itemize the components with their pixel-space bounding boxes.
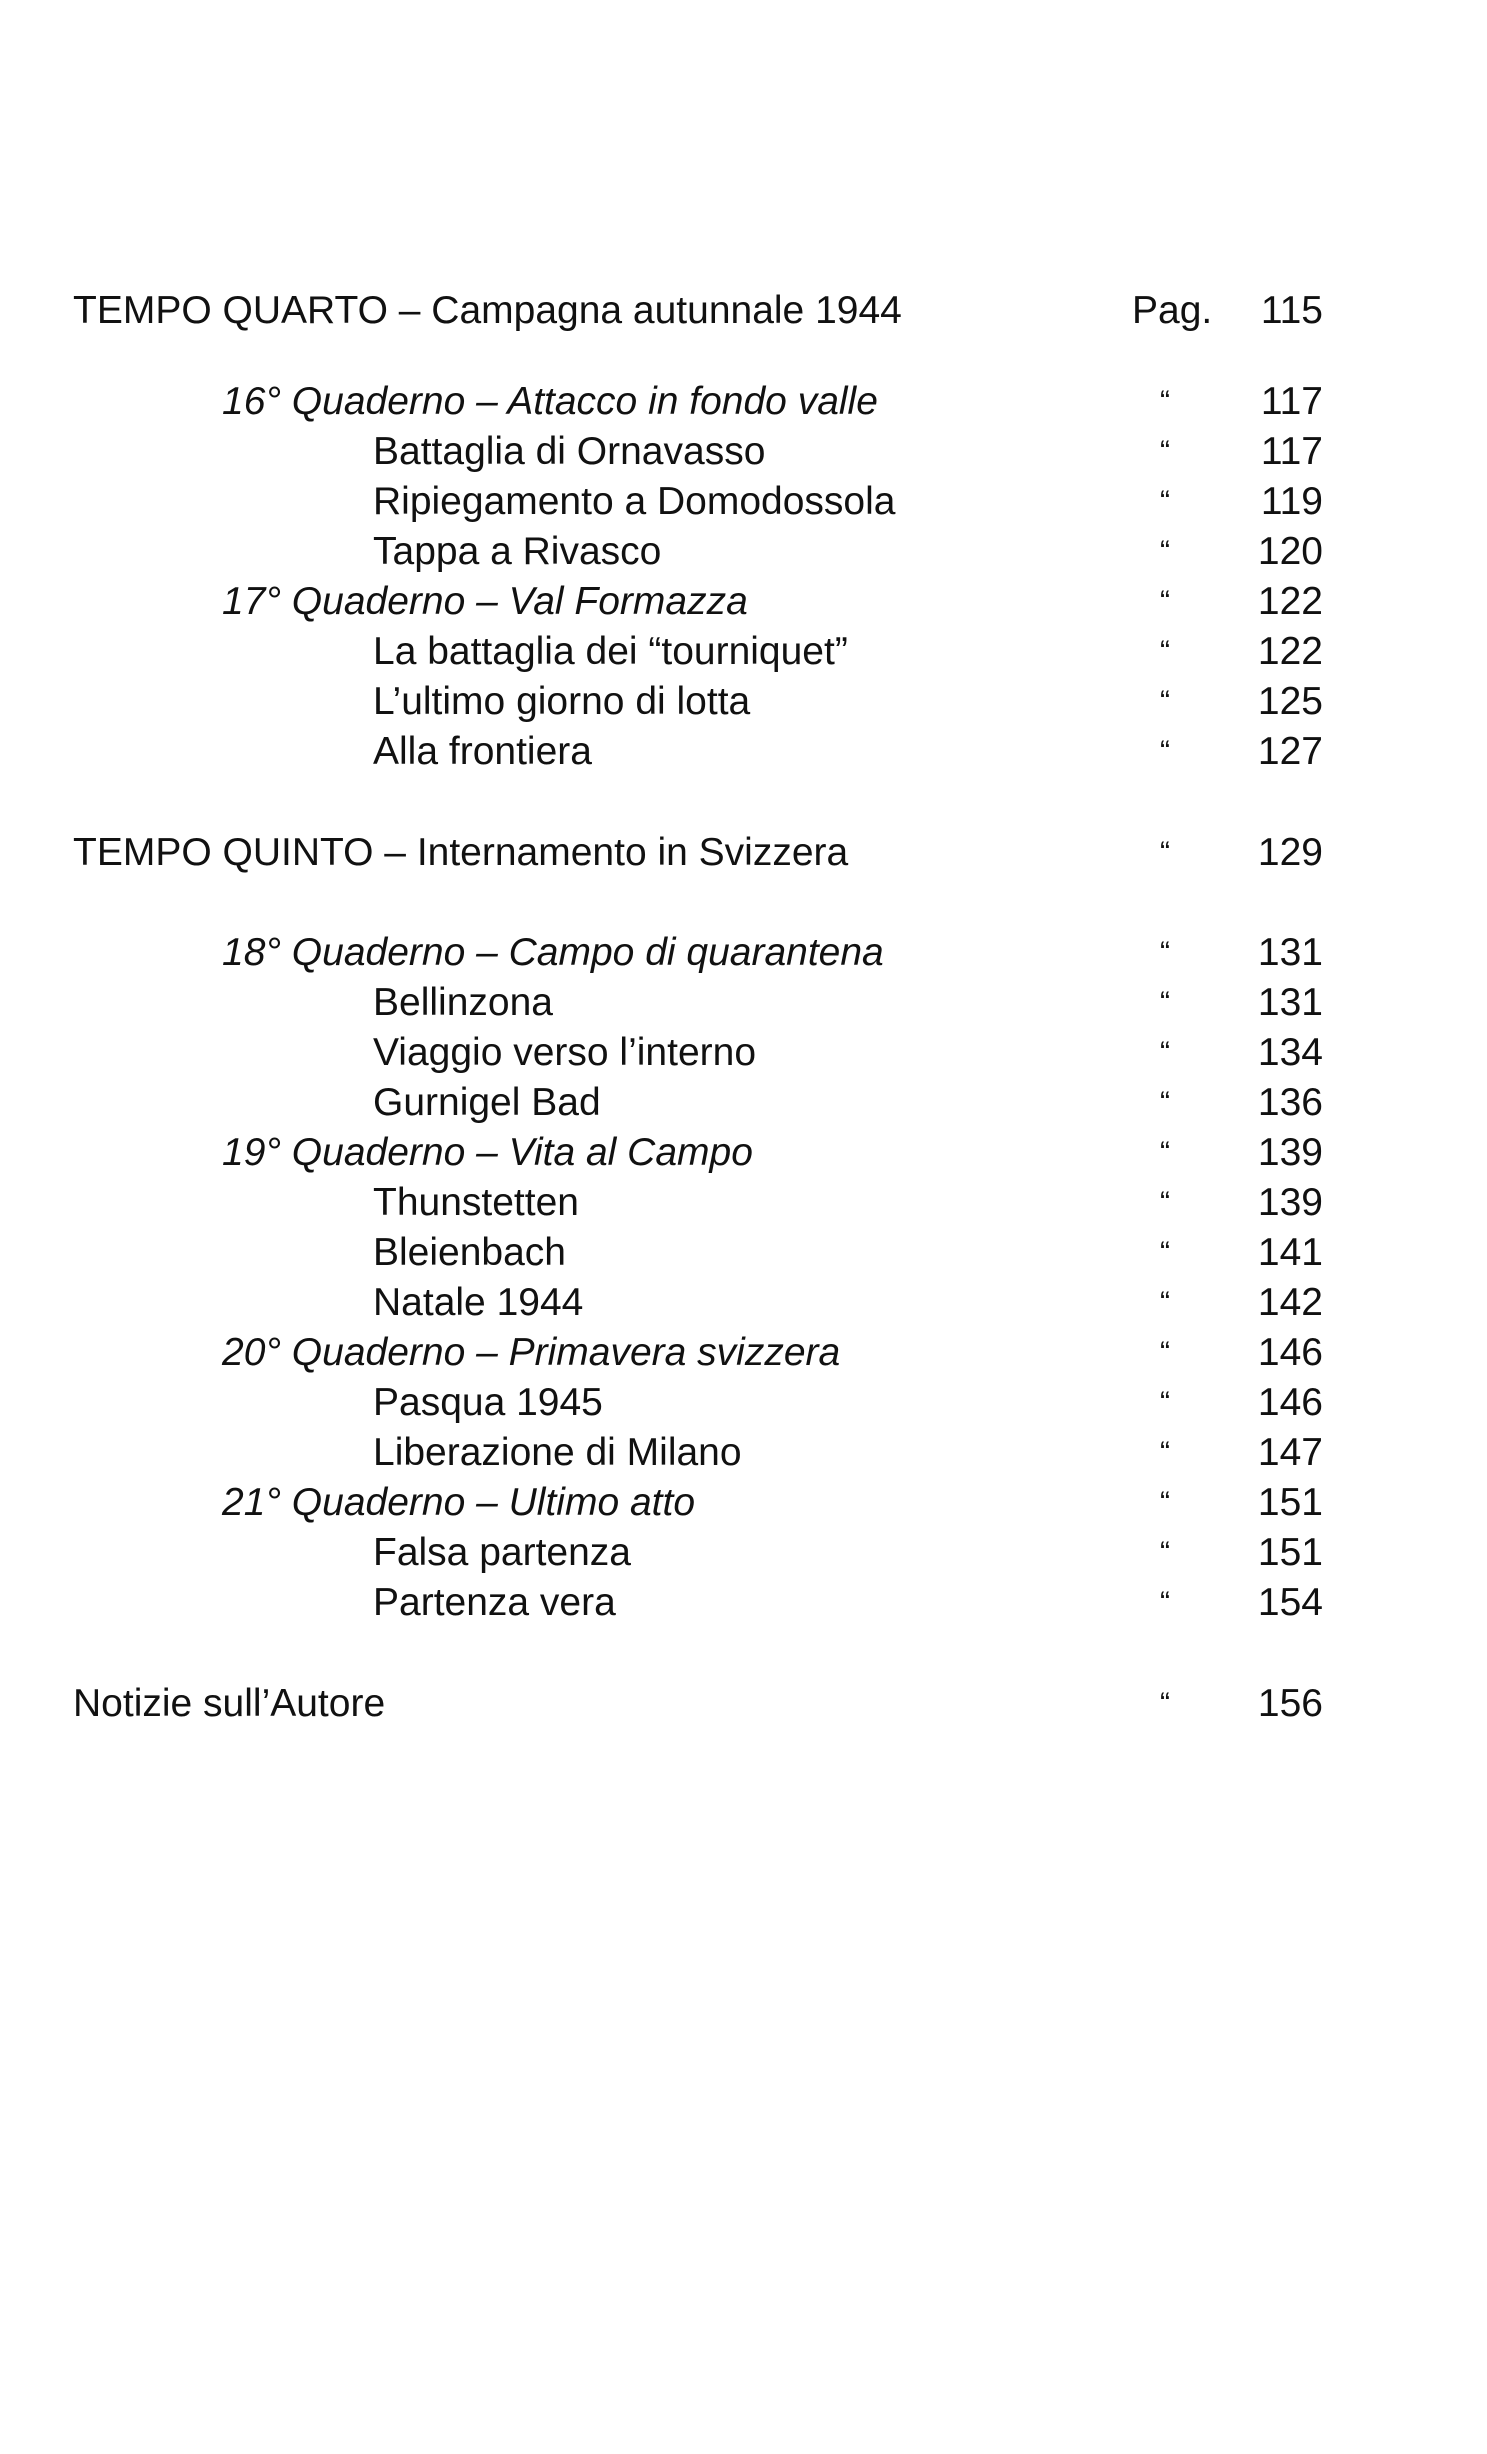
- toc-entry-page: 146: [1257, 1331, 1323, 1374]
- toc-ditto-mark: “: [1160, 1386, 1170, 1419]
- toc-entry-3: [0, 477, 1487, 527]
- toc-entry-page: 134: [1257, 1031, 1323, 1074]
- toc-entry-title: Partenza vera: [373, 1581, 616, 1624]
- toc-ditto-mark: “: [1160, 435, 1170, 468]
- toc-entry-title: 16° Quaderno – Attacco in fondo valle: [222, 380, 878, 423]
- toc-entry-title: Gurnigel Bad: [373, 1081, 601, 1124]
- toc-entry-page: 142: [1257, 1281, 1323, 1324]
- toc-entry-page: 122: [1257, 630, 1323, 673]
- toc-ditto-mark: “: [1160, 1036, 1170, 1069]
- toc-entry-title: Liberazione di Milano: [373, 1431, 742, 1474]
- toc-entry-23: [0, 1578, 1487, 1628]
- toc-entry-page: 119: [1260, 480, 1323, 523]
- toc-ditto-mark: “: [1160, 1436, 1170, 1469]
- toc-entry-title: Tappa a Rivasco: [373, 530, 662, 573]
- toc-entry-19: [0, 1378, 1487, 1428]
- toc-entry-9: [0, 828, 1487, 878]
- toc-ditto-mark: “: [1160, 685, 1170, 718]
- toc-entry-title: TEMPO QUARTO – Campagna autunnale 1944: [73, 289, 902, 332]
- toc-ditto-mark: “: [1160, 1687, 1170, 1720]
- toc-entry-title: Battaglia di Ornavasso: [373, 430, 766, 473]
- toc-entry-17: [0, 1278, 1487, 1328]
- toc-entry-title: Notizie sull’Autore: [73, 1682, 386, 1725]
- toc-entry-title: 17° Quaderno – Val Formazza: [222, 580, 748, 623]
- toc-entry-4: [0, 527, 1487, 577]
- toc-entry-1: [0, 377, 1487, 427]
- toc-entry-title: 18° Quaderno – Campo di quarantena: [222, 931, 884, 974]
- toc-entry-title: Natale 1944: [373, 1281, 584, 1324]
- toc-entry-title: Thunstetten: [373, 1181, 579, 1224]
- toc-ditto-mark: “: [1160, 936, 1170, 969]
- toc-entry-page: 131: [1257, 981, 1323, 1024]
- toc-entry-page: 131: [1257, 931, 1323, 974]
- toc-entry-5: [0, 577, 1487, 627]
- toc-ditto-mark: “: [1160, 836, 1170, 869]
- toc-entry-22: [0, 1528, 1487, 1578]
- toc-entry-page: 136: [1257, 1081, 1323, 1124]
- toc-entry-11: [0, 978, 1487, 1028]
- toc-ditto-mark: “: [1160, 585, 1170, 618]
- toc-entry-12: [0, 1028, 1487, 1078]
- toc-entry-18: [0, 1328, 1487, 1378]
- toc-entry-page: 139: [1257, 1131, 1323, 1174]
- toc-ditto-mark: “: [1160, 1086, 1170, 1119]
- toc-entry-page: 115: [1260, 289, 1323, 332]
- toc-entry-page: 151: [1257, 1531, 1323, 1574]
- toc-entry-page: 141: [1257, 1231, 1323, 1274]
- toc-entry-13: [0, 1078, 1487, 1128]
- toc-ditto-mark: “: [1160, 385, 1170, 418]
- toc-ditto-mark: “: [1160, 635, 1170, 668]
- toc-entry-title: 19° Quaderno – Vita al Campo: [222, 1131, 753, 1174]
- toc-ditto-mark: “: [1160, 1486, 1170, 1519]
- toc-entry-title: Alla frontiera: [373, 730, 592, 773]
- toc-entry-title: Falsa partenza: [373, 1531, 631, 1574]
- toc-ditto-mark: “: [1160, 1586, 1170, 1619]
- toc-entry-title: Viaggio verso l’interno: [373, 1031, 757, 1074]
- toc-entry-10: [0, 928, 1487, 978]
- toc-ditto-mark: “: [1160, 535, 1170, 568]
- toc-ditto-mark: “: [1160, 1136, 1170, 1169]
- toc-entry-21: [0, 1478, 1487, 1528]
- toc-entry-title: 21° Quaderno – Ultimo atto: [222, 1481, 696, 1524]
- toc-entry-page: 122: [1257, 580, 1323, 623]
- toc-ditto-mark: “: [1160, 485, 1170, 518]
- toc-entry-title: 20° Quaderno – Primavera svizzera: [222, 1331, 841, 1374]
- toc-entry-page: 146: [1257, 1381, 1323, 1424]
- toc-entry-page: 117: [1260, 430, 1323, 473]
- toc-entry-page: 127: [1257, 730, 1323, 773]
- toc-entry-20: [0, 1428, 1487, 1478]
- toc-entry-page: 129: [1257, 831, 1323, 874]
- toc-entry-2: [0, 427, 1487, 477]
- toc-entry-8: [0, 727, 1487, 777]
- toc-entry-24: [0, 1679, 1487, 1729]
- toc-entry-6: [0, 627, 1487, 677]
- toc-entry-page: 154: [1257, 1581, 1323, 1624]
- toc-page-marker: Pag.: [1132, 289, 1213, 332]
- toc-ditto-mark: “: [1160, 1186, 1170, 1219]
- toc-entry-15: [0, 1178, 1487, 1228]
- toc-entry-page: 117: [1260, 380, 1323, 423]
- toc-ditto-mark: “: [1160, 1336, 1170, 1369]
- toc-ditto-mark: “: [1160, 1286, 1170, 1319]
- toc-ditto-mark: “: [1160, 1536, 1170, 1569]
- toc-entry-page: 120: [1257, 530, 1323, 573]
- toc-entry-page: 156: [1257, 1682, 1323, 1725]
- toc-ditto-mark: “: [1160, 1236, 1170, 1269]
- toc-entry-page: 125: [1257, 680, 1323, 723]
- toc-entry-title: Pasqua 1945: [373, 1381, 603, 1424]
- toc-entry-title: La battaglia dei “tourniquet”: [373, 630, 848, 673]
- toc-entry-title: Bellinzona: [373, 981, 553, 1024]
- toc-ditto-mark: “: [1160, 735, 1170, 768]
- toc-entry-page: 139: [1257, 1181, 1323, 1224]
- toc-entry-page: 151: [1257, 1481, 1323, 1524]
- toc-entry-16: [0, 1228, 1487, 1278]
- toc-entry-7: [0, 677, 1487, 727]
- toc-entry-0: [0, 286, 1487, 336]
- toc-entry-title: TEMPO QUINTO – Internamento in Svizzera: [73, 831, 849, 874]
- toc-entry-title: L’ultimo giorno di lotta: [373, 680, 751, 723]
- toc-entry-14: [0, 1128, 1487, 1178]
- toc-entry-title: Ripiegamento a Domodossola: [373, 480, 896, 523]
- toc-entry-page: 147: [1257, 1431, 1323, 1474]
- toc-ditto-mark: “: [1160, 986, 1170, 1019]
- toc-entry-title: Bleienbach: [373, 1231, 566, 1274]
